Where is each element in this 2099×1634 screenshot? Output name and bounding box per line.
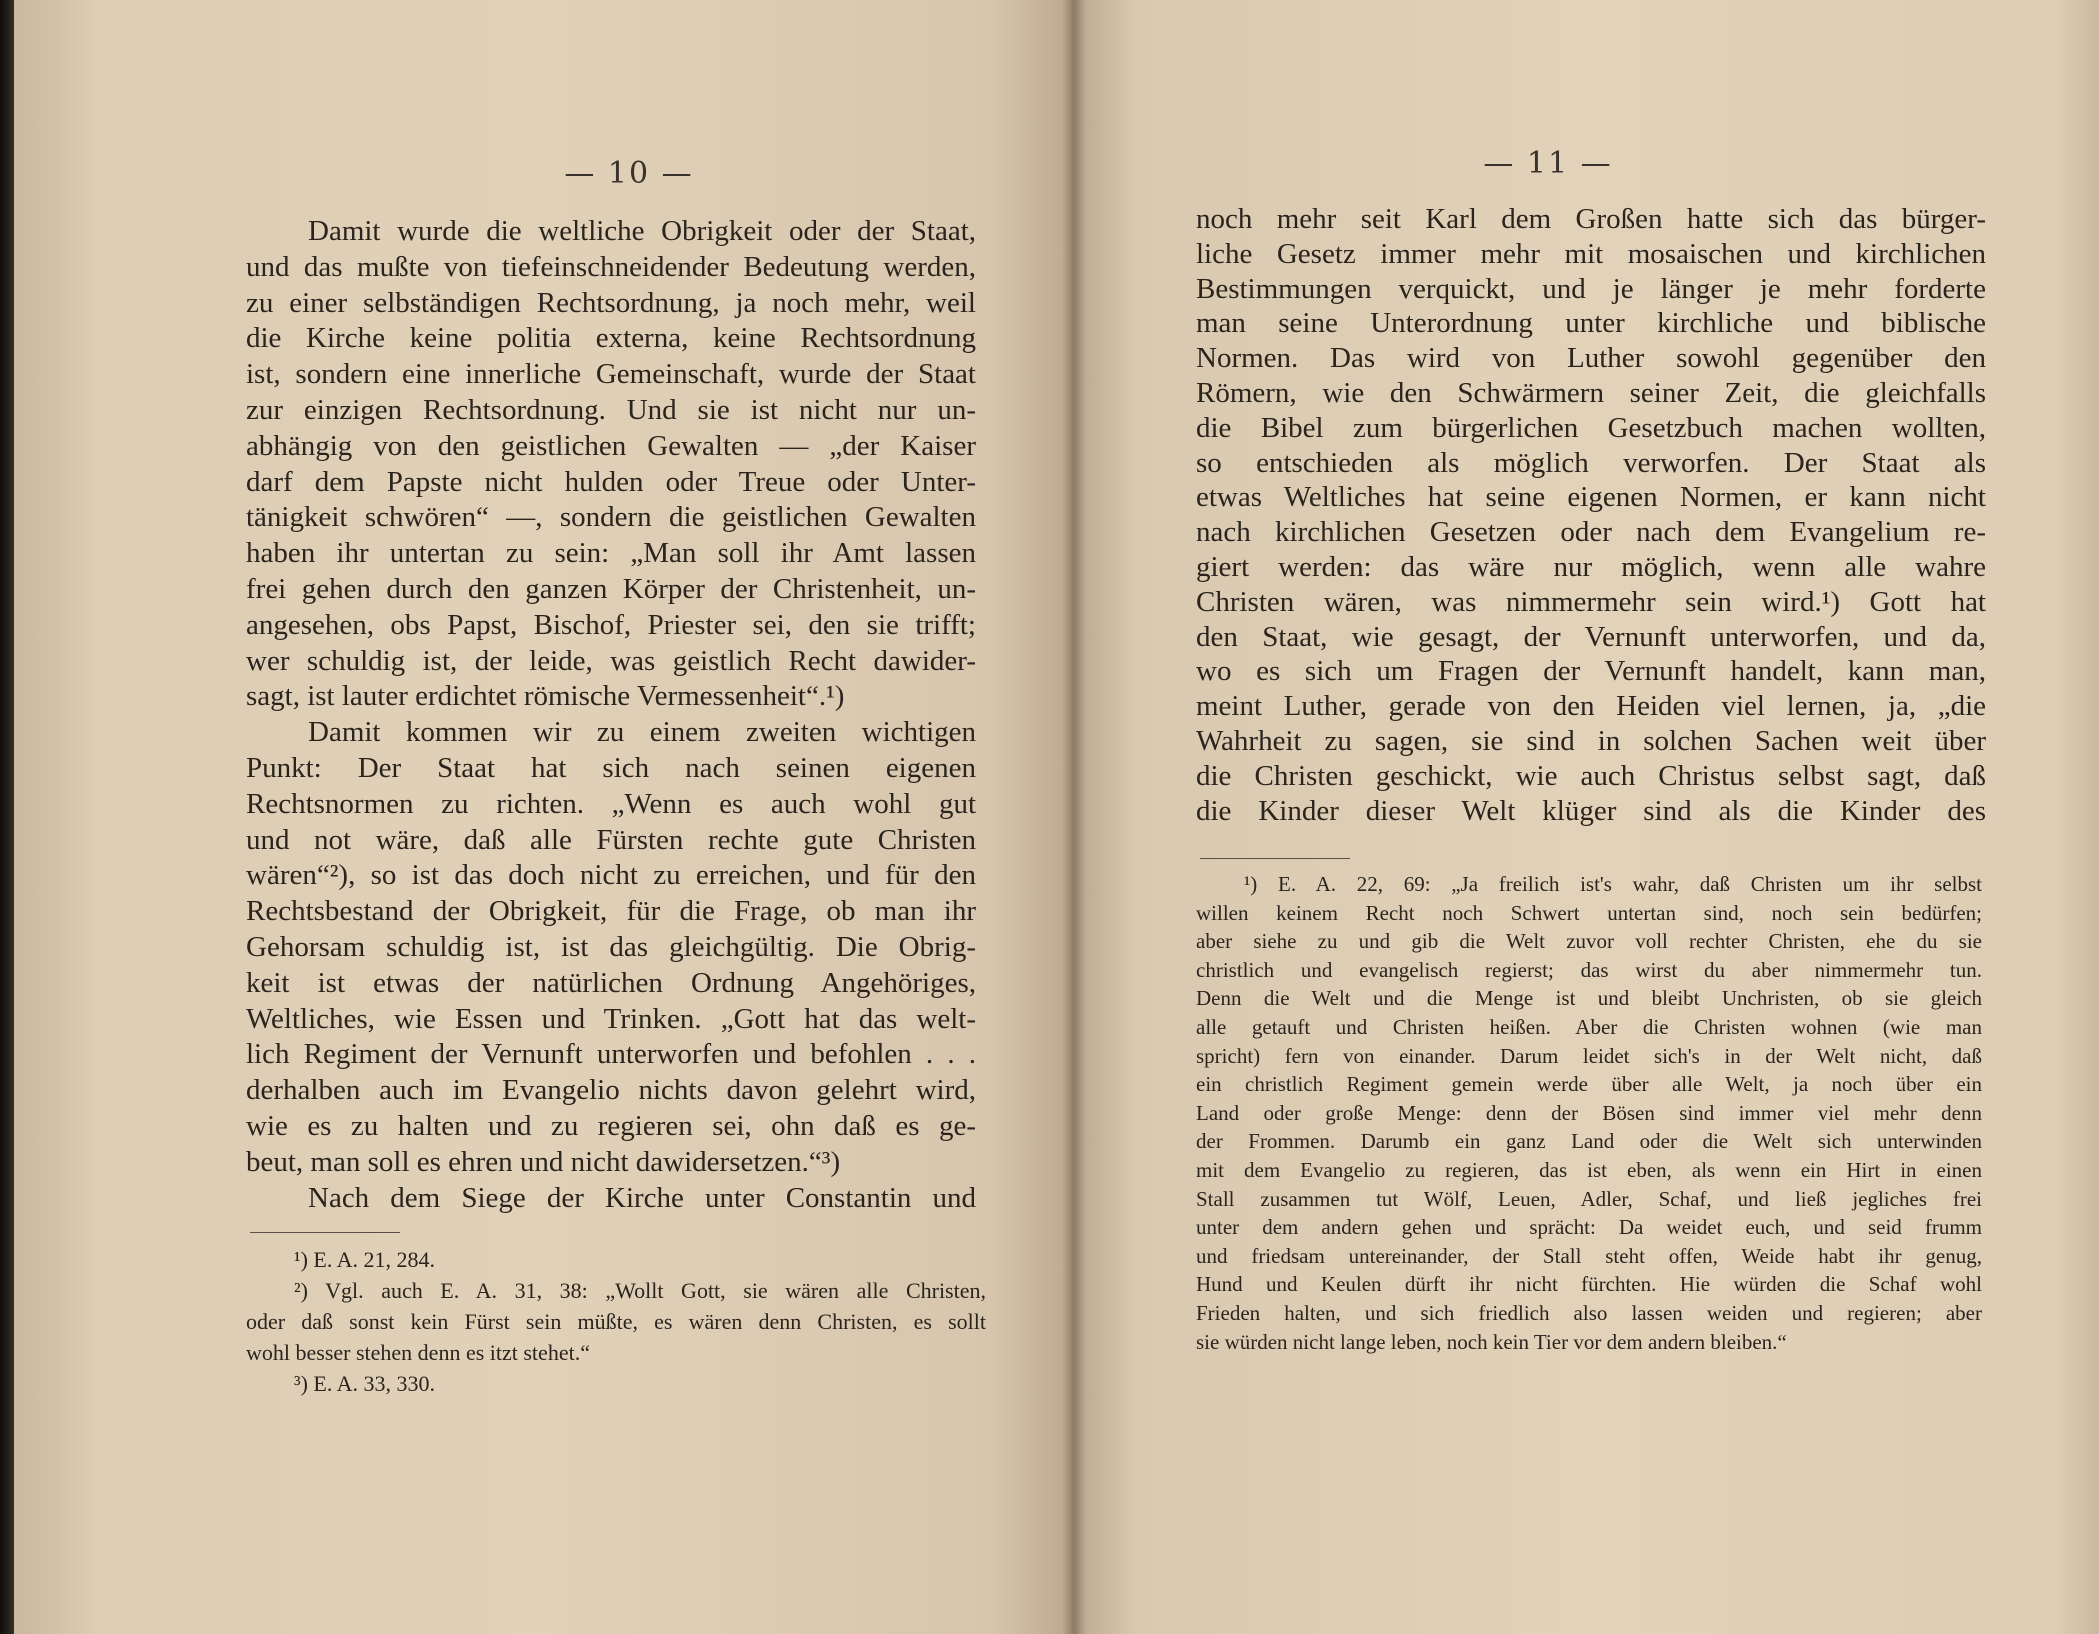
footnote-line: oder daß sonst kein Fürst sein müßte, es wären denn Christen, es sollt bbox=[246, 1309, 986, 1334]
footnote-line: der Frommen. Darumb ein ganz Land oder die Welt sich unterwinden bbox=[1196, 1129, 1982, 1154]
text-line: wer schuldig ist, der leide, was geistlich Recht dawider- bbox=[246, 644, 976, 677]
footnote-line: sie würden nicht lange leben, noch kein Tier vor dem andern bleiben.“ bbox=[1196, 1329, 1787, 1354]
footnote-line: Land oder große Menge: denn der Bösen sind immer viel mehr denn bbox=[1196, 1100, 1982, 1125]
text-line: beut, man soll es ehren und nicht dawidersetzen.“³) bbox=[246, 1145, 841, 1178]
text-line: haben ihr untertan zu sein: „Man soll ihr Amt lassen bbox=[246, 537, 976, 570]
text-line: zur einzigen Rechtsordnung. Und sie ist nicht nur un- bbox=[246, 393, 976, 426]
text-line: nach kirchlichen Gesetzen oder nach dem Evangelium re- bbox=[1196, 516, 1986, 549]
text-line: etwas Weltliches hat seine eigenen Normen, er kann nicht bbox=[1196, 481, 1986, 514]
footnote-line: christlich und evangelisch regierst; das wirst du aber nimmermehr tun. bbox=[1196, 957, 1982, 982]
text-line: Rechtsnormen zu richten. „Wenn es auch wohl gut bbox=[246, 787, 976, 820]
footnote-line: ¹) E. A. 21, 284. bbox=[294, 1247, 436, 1272]
footnote-line: ¹) E. A. 22, 69: „Ja freilich ist's wahr, daß Christen um ihr selbst bbox=[1244, 872, 1982, 896]
text-line: Punkt: Der Staat hat sich nach seinen eigenen bbox=[246, 751, 976, 784]
page-number-left: — 10 — bbox=[564, 156, 694, 191]
text-line: giert werden: das wäre nur möglich, wenn alle wahre bbox=[1196, 550, 1986, 583]
text-line: die Kirche keine politia externa, keine Rechtsordnung bbox=[246, 322, 976, 355]
footnote-line: Stall zusammen tut Wölf, Leuen, Adler, Schaf, und ließ jegliches frei bbox=[1196, 1186, 1982, 1211]
text-line: die Kinder dieser Welt klüger sind als die Kinder des bbox=[1196, 794, 1986, 827]
text-line: den Staat, wie gesagt, der Vernunft unterworfen, und da, bbox=[1196, 620, 1986, 653]
footnote-line: ²) Vgl. auch E. A. 31, 38: „Wollt Gott, sie wären alle Christen, bbox=[294, 1278, 986, 1303]
text-line: keit ist etwas der natürlichen Ordnung Angehöriges, bbox=[246, 966, 976, 999]
text-line: tänigkeit schwören“ —, sondern die geistlichen Gewalten bbox=[246, 501, 976, 534]
text-line: wo es sich um Fragen der Vernunft handelt, kann man, bbox=[1196, 655, 1986, 688]
footnote-line: Frieden halten, und sich friedlich also lassen weiden und regieren; aber bbox=[1196, 1300, 1982, 1325]
footnote-line: ³) E. A. 33, 330. bbox=[294, 1371, 436, 1396]
footnote-line: Hund und Keulen dürft ihr nicht fürchten. Hie würden die Schaf wohl bbox=[1196, 1272, 1982, 1297]
page-number-right: — 11 — bbox=[1483, 146, 1613, 181]
footnote-line: mit dem Evangelio zu regieren, das ist eben, als wenn ein Hirt in einen bbox=[1196, 1157, 1982, 1182]
footnote-line: aber siehe zu und gib die Welt zuvor voll rechter Christen, ehe du sie bbox=[1196, 929, 1982, 954]
footnote-line: spricht) fern von einander. Darum leidet sich's in der Welt nicht, daß bbox=[1196, 1043, 1982, 1068]
footnote-line: wohl besser stehen denn es itzt stehet.“ bbox=[246, 1340, 590, 1365]
text-line: liche Gesetz immer mehr mit mosaischen und kirchlichen bbox=[1196, 237, 1986, 270]
text-line: Nach dem Siege der Kirche unter Constantin und bbox=[308, 1181, 976, 1214]
text-line: man seine Unterordnung unter kirchliche und biblische bbox=[1196, 307, 1986, 340]
footnote-line: unter dem andern gehen und sprächt: Da weidet euch, und seid frumm bbox=[1196, 1215, 1982, 1240]
text-line: die Christen geschickt, wie auch Christus selbst sagt, daß bbox=[1196, 759, 1986, 792]
left-body-text bbox=[246, 214, 976, 1216]
footnote-rule-left bbox=[250, 1232, 400, 1233]
text-line: zu einer selbständigen Rechtsordnung, ja noch mehr, weil bbox=[246, 286, 976, 319]
text-line: angesehen, obs Papst, Bischof, Priester sei, den sie trifft; bbox=[246, 608, 976, 641]
footnote-line: und friedsam untereinander, der Stall steht offen, Weide habt ihr genug, bbox=[1196, 1243, 1982, 1268]
text-line: Wahrheit zu sagen, sie sind in solchen Sachen weit über bbox=[1196, 724, 1986, 757]
text-line: abhängig von den geistlichen Gewalten — „der Kaiser bbox=[246, 429, 976, 462]
text-line: wie es zu halten und zu regieren sei, ohn daß es ge- bbox=[246, 1109, 976, 1142]
text-line: und not wäre, daß alle Fürsten rechte gute Christen bbox=[246, 823, 976, 856]
text-line: Rechtsbestand der Obrigkeit, für die Frage, ob man ihr bbox=[246, 895, 976, 928]
text-line: derhalben auch im Evangelio nichts davon gelehrt wird, bbox=[246, 1074, 976, 1107]
text-line: lich Regiment der Vernunft unterworfen und befohlen . . . bbox=[246, 1038, 976, 1071]
text-line: meint Luther, gerade von den Heiden viel lernen, ja, „die bbox=[1196, 690, 1986, 723]
right-body-text bbox=[1196, 202, 1986, 828]
text-line: und das mußte von tiefeinschneidender Bedeutung werden, bbox=[246, 250, 976, 283]
text-line: Gehorsam schuldig ist, ist das gleichgültig. Die Obrig- bbox=[246, 930, 976, 963]
footnote-line: Denn die Welt und die Menge ist und bleibt Unchristen, ob sie gleich bbox=[1196, 986, 1982, 1011]
text-line: Bestimmungen verquickt, und je länger je mehr forderte bbox=[1196, 272, 1986, 305]
gutter-shadow bbox=[1062, 0, 1086, 1634]
text-line: Damit wurde die weltliche Obrigkeit oder der Staat, bbox=[308, 215, 976, 247]
right-footnotes bbox=[1196, 870, 1982, 1356]
text-line: ist, sondern eine innerliche Gemeinschaft, wurde der Staat bbox=[246, 358, 976, 391]
footnote-line: willen keinem Recht noch Schwert untertan sind, noch sein bedürfen; bbox=[1196, 900, 1982, 925]
text-line: sagt, ist lauter erdichtet römische Vermessenheit“.¹) bbox=[246, 680, 845, 713]
text-line: Damit kommen wir zu einem zweiten wichtigen bbox=[308, 716, 976, 749]
text-line: frei gehen durch den ganzen Körper der Christenheit, un- bbox=[246, 572, 976, 605]
right-page bbox=[1074, 0, 2099, 1634]
text-line: Normen. Das wird von Luther sowohl gegenüber den bbox=[1196, 342, 1986, 375]
text-line: Weltliches, wie Essen und Trinken. „Gott hat das welt- bbox=[246, 1002, 976, 1035]
left-page bbox=[14, 0, 1074, 1634]
footnote-line: alle getauft und Christen heißen. Aber die Christen wohnen (wie man bbox=[1196, 1014, 1982, 1039]
text-line: noch mehr seit Karl dem Großen hatte sich das bürger- bbox=[1196, 203, 1986, 235]
text-line: so entschieden als möglich verworfen. Der Staat als bbox=[1196, 446, 1986, 479]
text-line: darf dem Papste nicht hulden oder Treue oder Unter- bbox=[246, 465, 976, 498]
footnote-line: ein christlich Regiment gemein werde über alle Welt, ja noch über ein bbox=[1196, 1072, 1982, 1097]
text-line: Römern, wie den Schwärmern seiner Zeit, die gleichfalls bbox=[1196, 376, 1986, 409]
left-footnotes bbox=[246, 1244, 986, 1399]
footnote-rule-right bbox=[1200, 858, 1350, 859]
text-line: die Bibel zum bürgerlichen Gesetzbuch machen wollten, bbox=[1196, 411, 1986, 444]
text-line: wären“²), so ist das doch nicht zu erreichen, und für den bbox=[246, 859, 976, 892]
text-line: Christen wären, was nimmermehr sein wird.¹) Gott hat bbox=[1196, 585, 1986, 618]
